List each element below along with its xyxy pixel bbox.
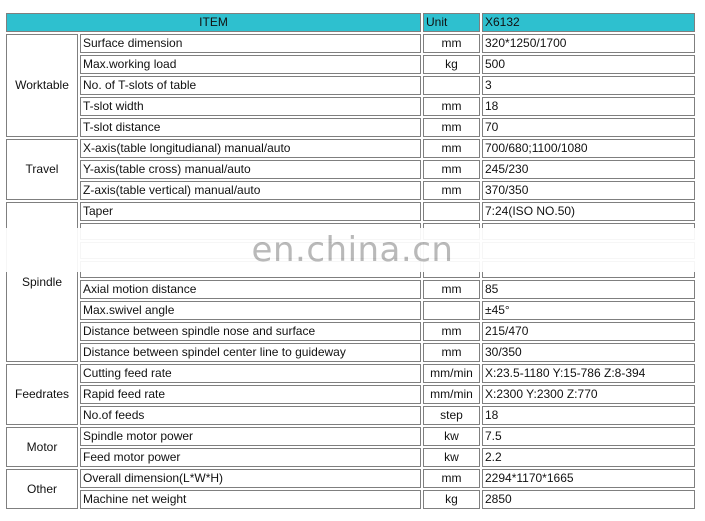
value-cell: 18 (482, 97, 695, 116)
table-row (6, 385, 695, 404)
table-row (6, 202, 695, 221)
unit-cell: mm/min (423, 385, 480, 404)
value-cell: X:23.5-1180 Y:15-786 Z:8-394 (482, 364, 695, 383)
group-travel: Travel (6, 139, 78, 200)
value-cell: 2850 (482, 490, 695, 509)
table-row (6, 469, 695, 488)
value-cell: 2.2 (482, 448, 695, 467)
group-motor: Motor (6, 427, 78, 467)
unit-cell: mm (423, 343, 480, 362)
value-cell: 370/350 (482, 181, 695, 200)
item-cell: Spindle motor power (80, 427, 421, 446)
item-cell: Y-axis(table cross) manual/auto (80, 160, 421, 179)
item-cell: Distance between spindle nose and surface (80, 322, 421, 341)
unit-cell: kg (423, 490, 480, 509)
unit-cell: mm (423, 469, 480, 488)
item-cell: Distance between spindel center line to guideway (80, 343, 421, 362)
group-worktable: Worktable (6, 34, 78, 137)
table-row (6, 160, 695, 179)
group-other: Other (6, 469, 78, 509)
table-row (6, 139, 695, 158)
group-feedrates: Feedrates (6, 364, 78, 425)
table-row (6, 364, 695, 383)
header-row (6, 13, 695, 32)
table-row (6, 406, 695, 425)
unit-cell: mm/min (423, 364, 480, 383)
value-cell: 320*1250/1700 (482, 34, 695, 53)
header-model: X6132 (482, 13, 695, 32)
value-cell: 85 (482, 280, 695, 299)
watermark-band (0, 228, 705, 272)
value-cell: 700/680;1100/1080 (482, 139, 695, 158)
unit-cell: mm (423, 322, 480, 341)
unit-cell: mm (423, 118, 480, 137)
table-row (6, 490, 695, 509)
table-row (6, 97, 695, 116)
table-row (6, 34, 695, 53)
unit-cell: mm (423, 181, 480, 200)
item-cell: T-slot distance (80, 118, 421, 137)
value-cell: 3 (482, 76, 695, 95)
value-cell: 7.5 (482, 427, 695, 446)
item-cell: Rapid feed rate (80, 385, 421, 404)
item-cell: Surface dimension (80, 34, 421, 53)
table-row (6, 280, 695, 299)
table-row (6, 322, 695, 341)
unit-cell (423, 202, 480, 221)
header-item: ITEM (6, 13, 421, 32)
unit-cell (423, 301, 480, 320)
item-cell: X-axis(table longitudianal) manual/auto (80, 139, 421, 158)
item-cell: Z-axis(table vertical) manual/auto (80, 181, 421, 200)
item-cell: Taper (80, 202, 421, 221)
item-cell: No. of T-slots of table (80, 76, 421, 95)
unit-cell: kg (423, 55, 480, 74)
unit-cell: mm (423, 34, 480, 53)
value-cell: 7:24(ISO NO.50) (482, 202, 695, 221)
table-row (6, 55, 695, 74)
table-row (6, 343, 695, 362)
unit-cell: mm (423, 97, 480, 116)
table-row (6, 181, 695, 200)
item-cell: No.of feeds (80, 406, 421, 425)
item-cell: Cutting feed rate (80, 364, 421, 383)
item-cell: Feed motor power (80, 448, 421, 467)
watermark-text: en.china.cn (251, 230, 454, 270)
item-cell: Machine net weight (80, 490, 421, 509)
item-cell: T-slot width (80, 97, 421, 116)
value-cell: 18 (482, 406, 695, 425)
value-cell: 215/470 (482, 322, 695, 341)
item-cell: Max.swivel angle (80, 301, 421, 320)
value-cell: 70 (482, 118, 695, 137)
item-cell: Axial motion distance (80, 280, 421, 299)
unit-cell: kw (423, 448, 480, 467)
value-cell: 2294*1170*1665 (482, 469, 695, 488)
value-cell: 245/230 (482, 160, 695, 179)
table-row (6, 118, 695, 137)
value-cell: X:2300 Y:2300 Z:770 (482, 385, 695, 404)
unit-cell: mm (423, 280, 480, 299)
item-cell: Overall dimension(L*W*H) (80, 469, 421, 488)
header-unit: Unit (423, 13, 480, 32)
table-row (6, 448, 695, 467)
unit-cell: step (423, 406, 480, 425)
value-cell: 500 (482, 55, 695, 74)
table-row (6, 301, 695, 320)
table-row (6, 427, 695, 446)
value-cell: 30/350 (482, 343, 695, 362)
table-row (6, 76, 695, 95)
unit-cell: mm (423, 160, 480, 179)
group-spindle: Spindle (6, 202, 78, 362)
item-cell: Max.working load (80, 55, 421, 74)
unit-cell: mm (423, 139, 480, 158)
value-cell: ±45° (482, 301, 695, 320)
unit-cell: kw (423, 427, 480, 446)
unit-cell (423, 76, 480, 95)
